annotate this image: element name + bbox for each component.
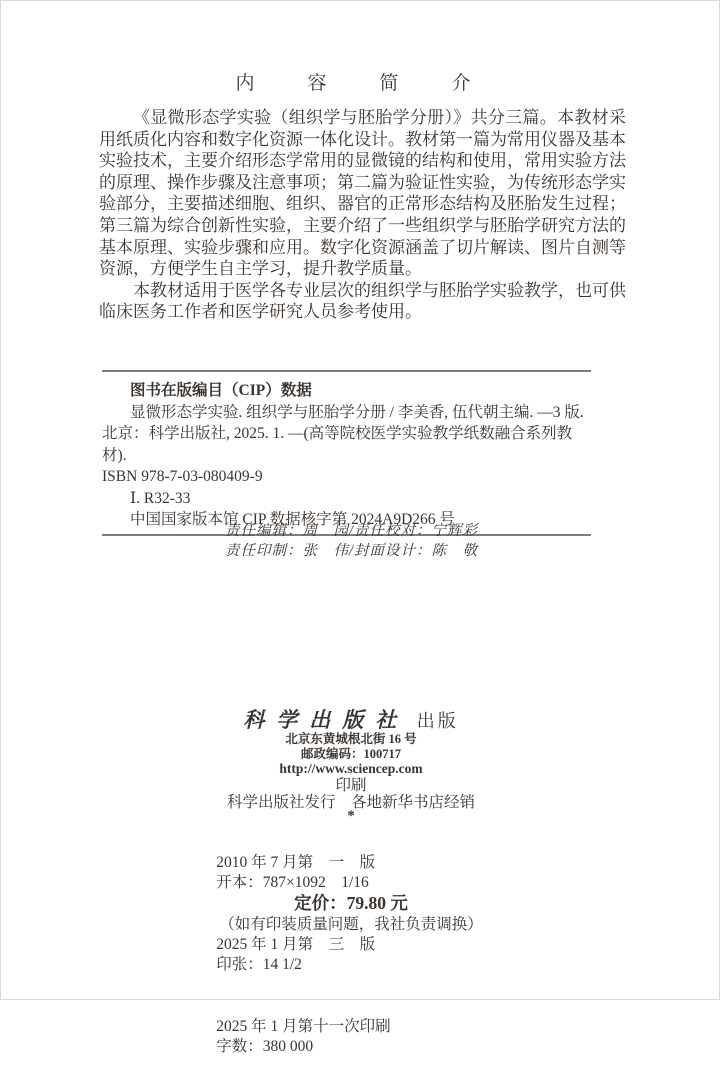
print-info-row [193, 996, 391, 1078]
cip-title-line: 显微形态学实验. 组织学与胚胎学分册 / 李美香, 伍代朝主编. —3 版. [130, 403, 584, 421]
cip-heading: 图书在版编目（CIP）数据 [130, 382, 312, 399]
credits-editor-line: 责任编辑：周 园/责任校对：宁辉彩 [225, 523, 479, 539]
intro-paragraph-2: 本教材适用于医学各专业层次的组织学与胚胎学实验教学，也可供临床医务工作者和医学研究人员参考使用。 [99, 280, 626, 322]
printer-line: 印刷 [335, 777, 367, 794]
printing-text: 2025 年 1 月第十一次印刷 [216, 1017, 391, 1035]
cip-publication-line: 北京：科学出版社, 2025. 1. —(高等院校医学实验教学纸数融合系列教材). [102, 425, 573, 464]
publish-label: 出版 [416, 711, 459, 731]
price-line: 定价：79.80 元 [294, 893, 408, 913]
publisher-address: 北京东黄城根北街 16 号 [285, 732, 417, 746]
distribution-line: 科学出版社发行 各地新华书店经销 [226, 794, 475, 811]
cip-classification: Ⅰ. R32-33 [130, 489, 191, 507]
content-summary [99, 107, 626, 323]
publisher-postcode: 邮政编码：100717 [300, 747, 401, 761]
cip-isbn: ISBN 978-7-03-080409-9 [102, 468, 263, 485]
cip-block [102, 370, 591, 536]
sheets-spec-text: 印张：14 1/2 [216, 956, 302, 973]
publisher-website: http://www.sciencep.com [279, 761, 423, 776]
quality-note: （如有印装质量问题，我社负责调换） [219, 916, 483, 933]
format-spec-text: 开本：787×1092 1/16 [216, 874, 369, 891]
staff-credits [225, 522, 478, 561]
credits-printing-line: 责任印制：张 伟/封面设计：陈 敬 [225, 542, 479, 559]
page-title: 内 容 简 介 [235, 73, 488, 94]
publisher-logo-text: 科学出版社 [243, 708, 409, 732]
separator-asterisk: * [347, 808, 355, 824]
intro-paragraph-1: 《显微形态学实验（组织学与胚胎学分册）》共分三篇。本教材采用纸质化内容和数字化资源一体化设计。教材第一篇为常用仪器及基本实验技术，主要介绍形态学常用的显微镜的结构和使用，常用实验方法的原理、操作步骤及注意事项；第二篇为验证性实验，为传统形态学实验部分，主要描述细胞、组织、器官的正常形态结构及胚胎发生过程；第三篇为综合创新性实验，主要介绍了一些组织学与胚胎学研究方法的基本原理、实验步骤和应用。数字化资源涵盖了切片解读、图片自测等资源，方便学生自主学习，提升教学质量。 [99, 108, 626, 279]
edition-text: 2025 年 1 月第 三 版 [216, 935, 376, 953]
cip-record-number: 中国国家版本馆 CIP 数据核字第 2024A9D266 号 [130, 511, 455, 528]
wordcount-spec-text: 字数：380 000 [216, 1038, 314, 1055]
edition-text: 2010 年 7 月第 一 版 [216, 853, 376, 871]
print-run-info [193, 832, 391, 1078]
publisher-imprint-line [96, 707, 606, 734]
